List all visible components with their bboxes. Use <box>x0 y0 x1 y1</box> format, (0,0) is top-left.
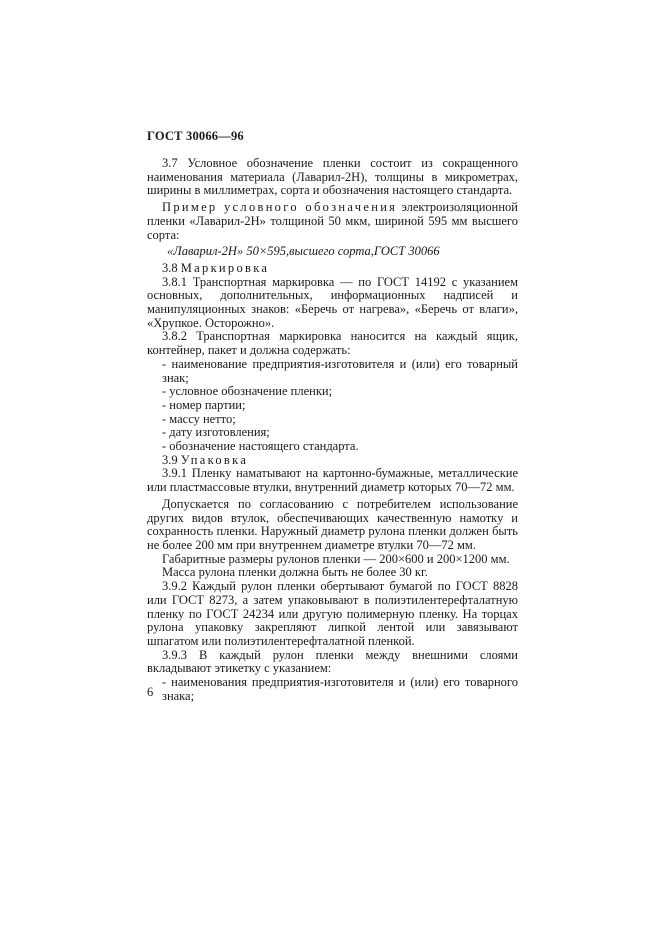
section-3-8-heading <box>147 262 518 276</box>
paragraph-3-7: 3.7 Условное обозначение пленки состоит из сокращенного наименования материала (Лаварил-2Н), толщины в микрометрах, ширины в миллиметрах, сорта и обозначения настоящего стандарта. <box>147 156 518 198</box>
list-item: - наименование предприятия-изготовителя и (или) его товарный знак; <box>162 356 518 385</box>
paragraph-3-8-2: 3.8.2 Транспортная маркировка наносится на каждый ящик, контейнер, пакет и должна содержать: <box>147 329 518 358</box>
paragraph-dimensions: Габаритные размеры рулонов пленки — 200×600 и 200×1200 мм. <box>162 551 510 566</box>
example-text: электроизоляционной пленки «Лаварил-2Н» толщиной 50 мкм, шириной 595 мм высшего сорта: <box>147 200 518 242</box>
section-title: Маркировка <box>180 260 270 275</box>
example-label: Пример условного обозначения <box>162 200 398 215</box>
paragraph-3-9-2: 3.9.2 Каждый рулон пленки обертывают бумагой по ГОСТ 8828 или ГОСТ 8273, а затем упаковывают в полиэтилентерефталатную пленку по ГОСТ 24234 или другую полимерную пленку. На торцах рулона упаковку закрепляют липкой лентой или завязывают шпагатом или полиэтилентерефталатной пленкой. <box>147 579 518 648</box>
section-3-9-heading <box>147 454 518 468</box>
list-item: - обозначение настоящего стандарта. <box>162 439 359 454</box>
example-paragraph <box>147 201 518 242</box>
document-body <box>147 157 518 703</box>
section-title: Упаковка <box>180 452 249 467</box>
list-item: - наименования предприятия-изготовителя и (или) его товарного знака; <box>162 675 518 703</box>
paragraph-3-9-1: 3.9.1 Пленку наматывают на картонно-бумажные, металлические или пластмассовые втулки, внутренний диаметр которых 70—72 мм. <box>147 466 518 495</box>
section-number: 3.9 <box>162 452 178 467</box>
paragraph-3-9-3: 3.9.3 В каждый рулон пленки между внешними слоями вкладывают этикетку с указанием: <box>147 647 518 676</box>
section-number: 3.8 <box>162 260 178 275</box>
list-item: - номер партии; <box>162 397 246 412</box>
paragraph-3-8-1: 3.8.1 Транспортная маркировка — по ГОСТ 14192 с указанием основных, дополнительных, информационных надписей и манипуляционных знаков: «Беречь от нагрева», «Беречь от влаги», «Хрупкое. Осторожно». <box>147 274 518 330</box>
paragraph-allowed: Допускается по согласованию с потребителем использование других видов втулок, обеспечивающих качественную намотку и сохранность пленки. Наружный диаметр рулона пленки должен быть не более 200 мм при внутреннем диаметре втулки 70—72 мм. <box>147 496 518 552</box>
list-item: - условное обозначение пленки; <box>162 384 333 399</box>
paragraph-mass: Масса рулона пленки должна быть не более 30 кг. <box>162 565 428 580</box>
standard-code-header: ГОСТ 30066—96 <box>147 129 244 143</box>
list-item: - массу нетто; <box>162 411 236 426</box>
designation-example-formula: «Лаварил-2Н» 50×595,высшего сорта,ГОСТ 30066 <box>167 244 440 259</box>
page-number: 6 <box>147 685 154 699</box>
list-item: - дату изготовления; <box>162 425 270 440</box>
